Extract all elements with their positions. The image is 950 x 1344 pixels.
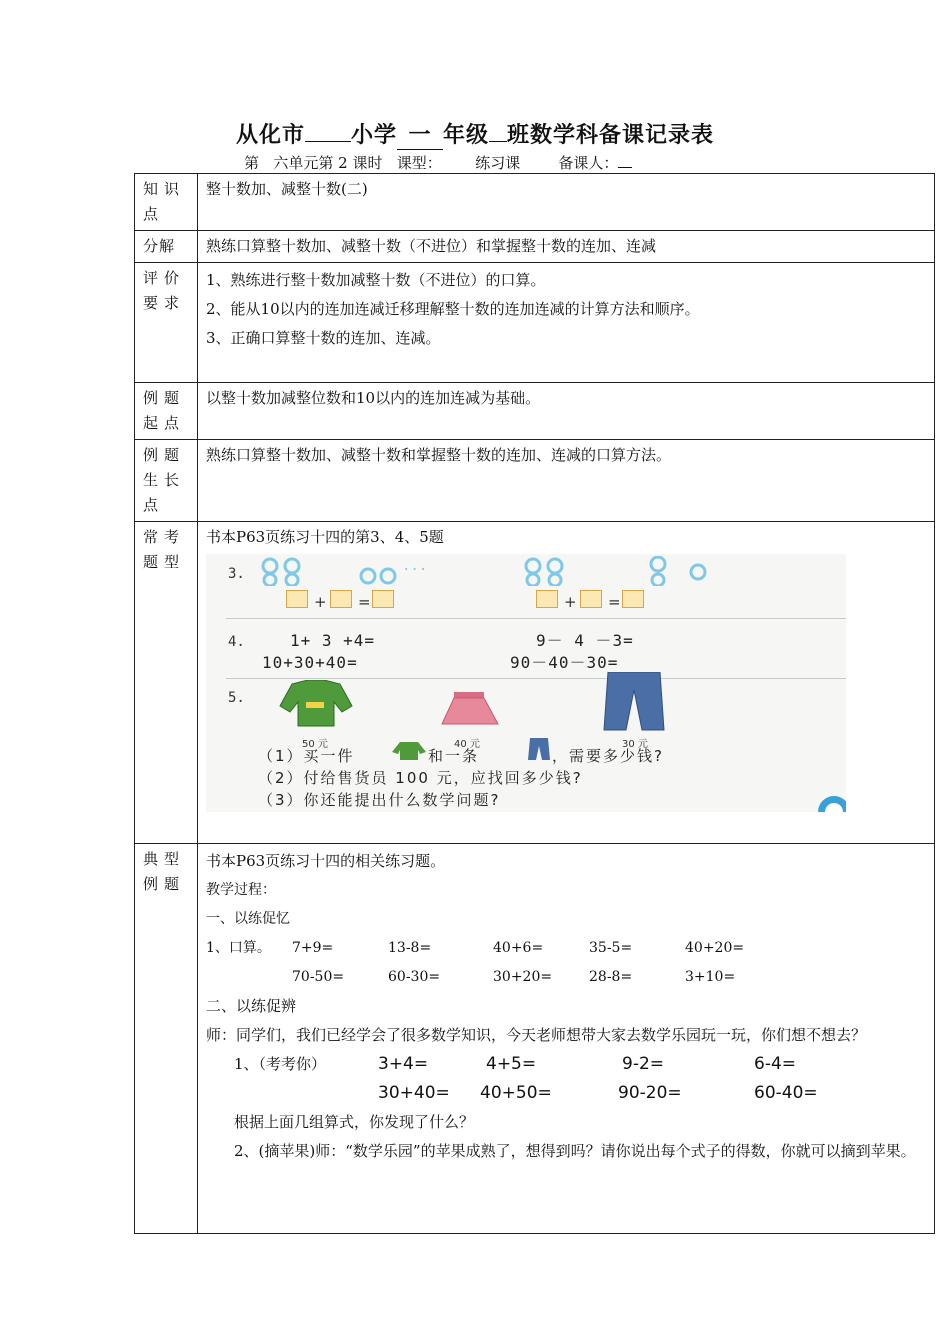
flower-icon [652,574,664,586]
answer-box [330,590,352,608]
oral-spacer [206,963,292,992]
label-knowledge: 知识点 [135,174,198,231]
row-typical [135,844,935,1234]
oral-item: 70-50= [292,969,345,985]
apple-text: 2、(摘苹果)师：“数学乐园”的苹果成熟了，想得到吗？请你说出每个式子的得数，你就可以摘到苹果。 [234,1142,916,1160]
test-row-2 [206,1079,926,1108]
value-start: 以整十数加减整位数和10以内的连加连减为基础。 [198,383,935,440]
teacher-text: 师：同学们，我们已经学会了很多数学知识，今天老师想带大家去数学乐园玩一玩，你们想不想去？ [206,1026,867,1044]
value-common [198,522,935,844]
value-breakdown: 熟练口算整十数加、减整十数（不进位）和掌握整十数的连加、连减 [198,231,935,263]
question-1-start: （1）买一件 [258,747,355,765]
row-knowledge [135,174,935,231]
oral-item: 30+20= [493,969,553,985]
school-blank [305,141,351,142]
meta-unit: 六单元第 [273,154,334,172]
class-blank [489,141,507,142]
test-item: 3+4= [378,1054,429,1074]
question-1-end: ，需要多少钱? [552,747,664,765]
price-skirt: 40 元 [454,739,480,750]
sweater-small-icon [392,740,426,760]
row-common [135,522,935,844]
oral-item: 28-8= [589,969,633,985]
flower-icon [549,574,561,586]
oral-item: 35-5= [589,940,633,956]
row-growth [135,440,935,522]
test-item: 4+5= [486,1054,537,1074]
common-text: 书本P63页练习十四的第3、4、5题 [206,528,444,546]
oral-row-1 [206,934,926,963]
jeans-small-icon [526,738,552,760]
title-suffix: 班数学科备课记录表 [507,123,715,148]
flower-icon [526,559,540,573]
typical-intro: 书本P63页练习十四的相关练习题。 [206,852,446,870]
oral-label: 1、口算。 [206,940,271,956]
test-item: 6-4= [754,1054,797,1074]
equation: 10+30+40= [262,653,358,672]
title-school: 小学 [350,123,397,148]
test-item: 30+40= [378,1083,450,1103]
meta-author-label: 备课人： [558,154,619,172]
label-start: 例题起点 [135,383,198,440]
answer-box [286,590,308,608]
mascot-icon [816,792,846,812]
flower-icon [285,559,299,573]
flower-icon [286,574,298,586]
meta-type-label: 课型： [396,154,442,172]
label-evaluation: 评价要求 [135,263,198,383]
equation: 1+ 3 +4= [290,631,376,650]
value-growth: 熟练口算整十数加、减整十数和掌握整十数的连加、连减的口算方法。 [198,440,935,522]
meta-prefix: 第 [244,154,260,172]
equation: 9－ 4 －3= [536,631,634,650]
flower-groups [258,556,846,586]
oral-item: 13-8= [388,940,432,956]
answer-box [622,590,644,608]
eval-item-1: 1、熟练进行整十数加减整十数（不进位）的口算。 [206,271,546,289]
exercise-figure [206,554,846,812]
divider [226,618,846,619]
flower-icon [263,559,277,573]
test-label: 1、（考考你） [234,1055,327,1073]
test-item: 40+50= [480,1083,552,1103]
flower-icon [548,559,562,573]
oral-item: 3+10= [685,969,736,985]
test-item: 9-2= [622,1054,665,1074]
section-2: 二、以练促辨 [206,997,297,1015]
meta-lesson-label: 课时 [352,154,383,172]
question-text: 根据上面几组算式，你发现了什么？ [234,1113,475,1131]
title-city: 从化市 [235,123,305,148]
grade-blank: 一 [397,118,443,150]
answer-box [536,590,558,608]
row-start [135,383,935,440]
price-jeans: 30 元 [622,739,648,750]
row-evaluation [135,263,935,383]
author-blank [618,167,632,168]
exercise-number-4: 4. [228,634,245,650]
label-growth: 例题生长点 [135,440,198,522]
section-1: 一、以练促忆 [206,911,290,927]
value-knowledge: 整十数加、减整十数(二) [198,174,935,231]
oral-item: 7+9= [292,940,334,956]
plus-sign: + [564,593,577,611]
label-breakdown: 分解 [135,231,198,263]
row-breakdown [135,231,935,263]
equals-sign: = [608,593,621,611]
question-3: （3）你还能提出什么数学问题? [258,791,501,809]
divider [226,678,846,679]
flower-icon [264,574,276,586]
lesson-table [134,173,935,1234]
oral-row-2 [206,963,926,992]
title-grade-label: 年级 [443,123,490,148]
exercise-number-5: 5. [228,690,245,706]
lesson-meta [244,152,632,173]
sweater-icon [274,680,354,728]
label-common: 常考题型 [135,522,198,844]
equals-sign: = [358,593,371,611]
process-label: 教学过程： [206,882,276,898]
flower-icon [651,557,665,571]
eval-item-3: 3、正确口算整十数的连加、连减。 [206,329,441,347]
value-evaluation [198,263,935,383]
eval-item-2: 2、能从10以内的连加连减迁移理解整十数的连加连减的计算方法和顺序。 [206,300,700,318]
jeans-icon [602,672,666,732]
price-sweater: 50 元 [302,739,328,750]
question-2: （2）付给售货员 100 元，应找回多少钱? [258,769,583,787]
answer-box [580,590,602,608]
flower-icon [361,569,375,583]
test-spacer [234,1079,378,1108]
oral-item: 40+6= [493,940,544,956]
meta-type: 练习课 [475,154,521,172]
exercise-number-3: 3. [228,566,245,582]
flower-icon [381,569,395,583]
flower-icon [527,574,539,586]
flower-icon [691,565,705,579]
oral-item: 40+20= [685,940,745,956]
question-1-middle: 和一条 [428,747,480,765]
plus-sign: + [314,593,327,611]
meta-lesson: 2 [338,154,348,172]
test-item: 90-20= [618,1083,682,1103]
more-dots: ··· [402,562,428,578]
page-title [0,118,950,150]
equation: 90－40－30= [510,653,619,672]
answer-box [372,590,394,608]
skirt-icon [440,692,500,726]
test-row-1 [206,1050,926,1079]
value-typical [198,844,935,1234]
label-typical: 典型例题 [135,844,198,1234]
oral-item: 60-30= [388,969,441,985]
test-item: 60-40= [754,1083,818,1103]
